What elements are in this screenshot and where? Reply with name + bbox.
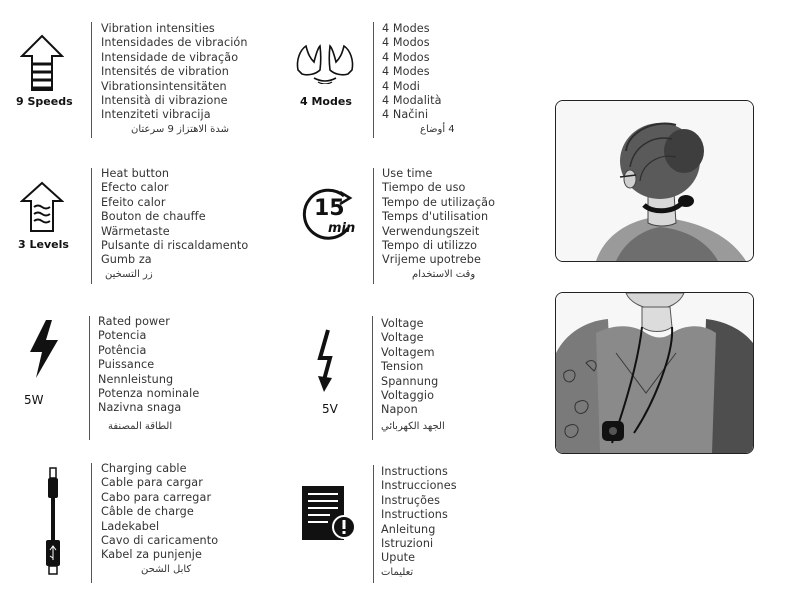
list-item-arabic: شدة الاهتزاز 9 سرعتان <box>131 123 229 135</box>
list-item: Intenziteti vibracija <box>101 108 211 122</box>
speeds-label: 9 Speeds <box>16 95 73 108</box>
list-item: Nennleistung <box>98 372 174 386</box>
list-item: Gumb za <box>101 253 152 267</box>
divider <box>373 22 374 138</box>
divider <box>91 22 92 138</box>
list-item: Cable para cargar <box>101 476 203 490</box>
list-item: Pulsante di riscaldamento <box>101 239 249 253</box>
woman-back-illustration <box>556 101 753 261</box>
list-item: Instructions <box>381 508 448 522</box>
up-arrow-stripes-icon <box>20 34 64 92</box>
list-item: Voltaggio <box>381 389 435 403</box>
list-item: 4 Modos <box>382 36 430 50</box>
list-item: Upute <box>381 551 416 565</box>
voltage-label: 5V <box>322 402 338 416</box>
divider <box>89 316 90 440</box>
list-item-arabic: كابل الشحن <box>141 563 192 575</box>
list-item: Tempo de utilização <box>382 195 496 209</box>
list-item: Potência <box>98 343 147 357</box>
photo-neck-massager-front <box>555 292 754 454</box>
list-item: 4 Modalità <box>382 94 442 108</box>
list-item: Vrijeme upotrebe <box>382 253 481 267</box>
time-unit: min <box>328 221 356 236</box>
list-item: Intensità di vibrazione <box>101 94 228 108</box>
time-value: 15 <box>314 196 345 221</box>
list-item: Kabel za punjenje <box>101 548 202 562</box>
list-item: Voltagem <box>381 345 435 359</box>
instructions-translations <box>381 465 457 580</box>
list-item: Cabo para carregar <box>101 490 212 504</box>
list-item: Ladekabel <box>101 519 160 533</box>
list-item: 4 Modos <box>382 50 430 64</box>
list-item: Potencia <box>98 329 147 343</box>
divider <box>91 463 92 583</box>
power-label: 5W <box>24 393 44 407</box>
list-item: Potenza nominale <box>98 387 200 401</box>
list-item: Cavo di caricamento <box>101 534 219 548</box>
list-item: Vibration intensities <box>101 22 215 35</box>
list-item: Tiempo de uso <box>382 181 466 195</box>
list-item: 4 Modes <box>382 65 430 79</box>
modes-label: 4 Modes <box>300 95 352 108</box>
list-item: Instructions <box>381 465 448 478</box>
list-item: Voltage <box>381 331 424 345</box>
list-item: Temps d'utilisation <box>382 210 489 224</box>
list-item: Wärmetaste <box>101 224 170 238</box>
list-item: Napon <box>381 403 418 417</box>
list-item-arabic: وقت الاستخدام <box>412 268 476 280</box>
list-item: Voltage <box>381 317 424 330</box>
list-item: Bouton de chauffe <box>101 210 206 224</box>
heat-translations <box>101 167 248 282</box>
list-item: Use time <box>382 167 433 180</box>
list-item: Nazivna snaga <box>98 401 182 415</box>
list-item: Efeito calor <box>101 195 166 209</box>
list-item: Tempo di utilizzo <box>382 239 478 253</box>
charging-cable-icon <box>40 466 68 578</box>
list-item: Istruzioni <box>381 537 434 551</box>
divider <box>372 316 373 440</box>
time-translations <box>382 167 495 282</box>
list-item-arabic: زر التسخين <box>105 268 153 280</box>
list-item: Tension <box>381 360 424 374</box>
divider <box>373 465 374 583</box>
cable-translations <box>101 462 218 577</box>
voltage-bolt-icon <box>316 328 342 394</box>
list-item: Efecto calor <box>101 181 169 195</box>
power-translations <box>98 315 199 434</box>
list-item-arabic: 4 أوضاع <box>420 123 455 135</box>
list-item: Verwendungszeit <box>382 224 480 238</box>
list-item: Spannung <box>381 374 439 388</box>
instructions-document-icon <box>300 484 358 542</box>
heat-label: 3 Levels <box>18 238 69 251</box>
list-item: Heat button <box>101 167 170 180</box>
heat-arrow-icon <box>20 181 64 233</box>
list-item: Intensités de vibration <box>101 65 229 79</box>
list-item-arabic: الطاقة المصنفة <box>108 420 173 432</box>
list-item: Instrucciones <box>381 479 457 493</box>
woman-front-illustration <box>556 293 753 453</box>
list-item: Anleitung <box>381 522 436 536</box>
list-item: Intensidades de vibración <box>101 36 248 50</box>
massage-hands-icon <box>294 40 356 84</box>
list-item: 4 Modi <box>382 79 420 93</box>
lightning-bolt-icon <box>26 318 62 380</box>
list-item: Puissance <box>98 358 155 372</box>
divider <box>373 168 374 284</box>
modes-translations <box>382 22 455 137</box>
list-item: Intensidade de vibração <box>101 50 239 64</box>
list-item: 4 Modes <box>382 22 430 35</box>
list-item: Vibrationsintensitäten <box>101 79 227 93</box>
photo-neck-massager-back <box>555 100 754 262</box>
list-item: Instruções <box>381 493 441 507</box>
list-item-arabic: تعليمات <box>381 566 414 578</box>
list-item: Rated power <box>98 315 170 328</box>
list-item: Charging cable <box>101 462 187 475</box>
list-item-arabic: الجهد الكهربائي <box>381 420 445 432</box>
list-item: 4 Načini <box>382 108 429 122</box>
voltage-translations <box>381 317 445 434</box>
divider <box>91 168 92 284</box>
list-item: Câble de charge <box>101 505 194 519</box>
speeds-translations <box>101 22 248 137</box>
